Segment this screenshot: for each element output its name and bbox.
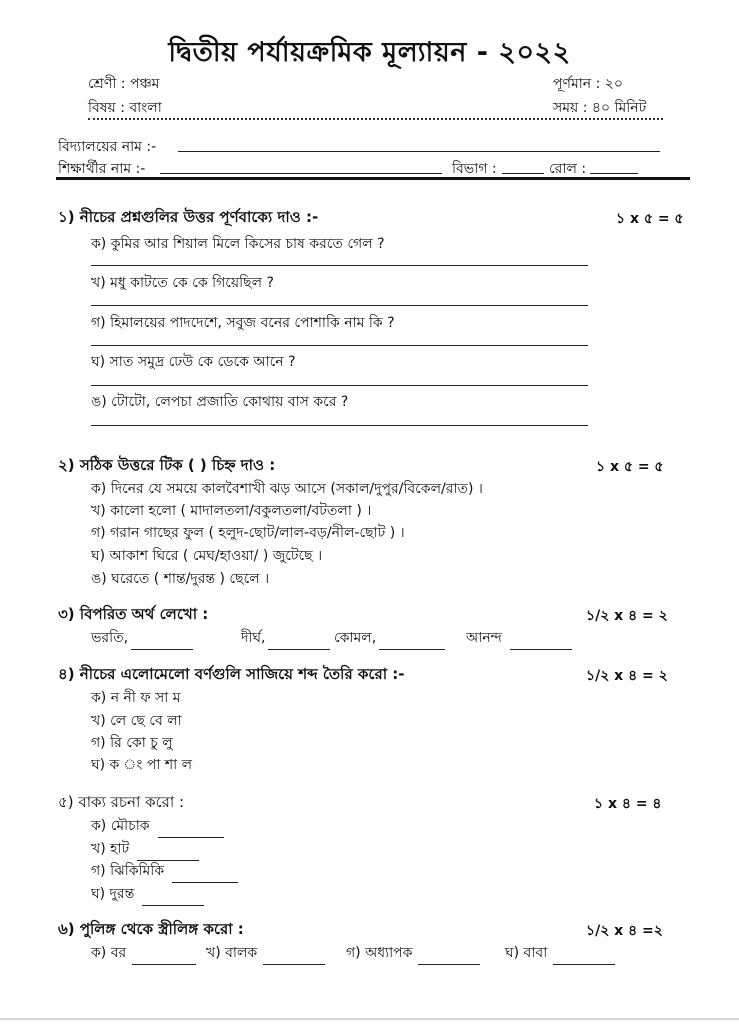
q6-item-text: ক) বর	[91, 945, 127, 961]
student-name-label: শিক্ষার্থীর নাম :-	[58, 161, 146, 177]
q5-item	[91, 859, 238, 883]
q1-answer-line[interactable]	[91, 345, 588, 346]
q1-item: ঙ) টোটো, লেপচা প্রজাতি কোথায় বাস করে ?	[91, 394, 349, 410]
question-2-title: ২) সঠিক উত্তরে টিক ( ) চিহ্ন দাও :	[58, 456, 276, 474]
q5-answer-blank[interactable]	[142, 891, 204, 906]
q5-item-text: ঘ) দুরন্ত	[91, 886, 135, 902]
question-6-title: ৬) পুলিঙ্গ থেকে স্ত্রীলিঙ্গ করো :	[58, 920, 244, 938]
student-name-field[interactable]	[160, 173, 442, 174]
q3-answer-blank[interactable]	[379, 635, 445, 650]
q6-answer-blank[interactable]	[418, 950, 480, 965]
q1-answer-line[interactable]	[91, 425, 588, 426]
q6-item	[346, 941, 480, 965]
dotted-divider	[88, 118, 663, 120]
q4-item: ক) ন নী ফ সা ম	[91, 690, 181, 706]
q3-word-text: দীর্ঘ,	[241, 630, 266, 646]
question-5-title: ৫) বাক্য রচনা করো :	[58, 793, 185, 811]
q3-answer-blank[interactable]	[268, 635, 330, 650]
q1-item: খ) মধু কাটতে কে কে গিয়েছিল ?	[91, 275, 274, 291]
q5-answer-blank[interactable]	[158, 823, 224, 838]
q6-item-text: খ) বালক	[206, 945, 258, 961]
subject-label: বিষয় : বাংলা	[88, 100, 162, 116]
question-4-title: ৪) নীচের এলোমেলো বর্ণগুলি সাজিয়ে শব্দ তৈরি করো :-	[58, 665, 405, 683]
q3-word	[241, 626, 330, 650]
q6-item-text: গ) অধ্যাপক	[346, 945, 413, 961]
q6-answer-blank[interactable]	[263, 950, 325, 965]
q4-item: খ) লে ছে বে লা	[91, 713, 182, 729]
q6-item-text: ঘ) বাবা	[505, 945, 548, 961]
section-field[interactable]	[502, 173, 544, 174]
question-4-marks: ১/২ x ৪ = ২	[586, 668, 668, 684]
q6-answer-blank[interactable]	[132, 950, 196, 965]
q5-item-text: ক) মৌচাক	[91, 818, 150, 834]
q3-answer-blank[interactable]	[510, 635, 572, 650]
q5-item	[91, 882, 204, 906]
roll-label: রোল :	[549, 161, 587, 177]
q2-item: খ) কালো হলো ( মাদালতলা/বকুলতলা/বটতলা ) ।	[91, 503, 372, 519]
header-rule	[56, 177, 690, 180]
q1-answer-line[interactable]	[91, 305, 588, 306]
question-1-title: ১) নীচের প্রশ্নগুলির উত্তর পূর্ণবাক্যে দাও :-	[58, 208, 319, 226]
class-label: শ্রেণী : পঞ্চম	[88, 76, 160, 92]
section-label: বিভাগ :	[452, 161, 497, 177]
q4-item: গ) রি কো চু লু	[91, 735, 173, 751]
roll-field[interactable]	[590, 173, 638, 174]
q2-item: গ) গরান গাছের ফুল ( হলুদ-ছোট/লাল-বড়/নীল-ছোট ) ।	[91, 525, 405, 541]
q3-word	[334, 626, 445, 650]
q5-item	[91, 814, 224, 838]
q1-item: ক) কুমির আর শিয়াল মিলে কিসের চাষ করতে গেল ?	[91, 236, 385, 252]
q3-word	[466, 626, 572, 650]
q6-item	[206, 941, 325, 965]
question-6-marks: ১/২ x ৪ =২	[586, 923, 663, 939]
question-2-marks: ১ x ৫ = ৫	[596, 459, 664, 475]
q6-item	[91, 941, 196, 965]
q2-item: ঙ) ঘরেতে ( শান্ত/দুরন্ত ) ছেলে ।	[91, 571, 270, 587]
q6-answer-blank[interactable]	[553, 950, 615, 965]
q1-item: ঘ) সাত সমুদ্র ঢেউ কে ডেকে আনে ?	[91, 354, 296, 370]
q5-item	[91, 837, 199, 861]
q4-item: ঘ) ক ং পা শা ল	[91, 757, 193, 773]
q2-item: ক) দিনের যে সময়ে কালবৈশাখী ঝড় আসে (সকাল/দুপুর/বিকেল/রাত) ।	[91, 481, 483, 497]
q5-item-text: গ) ঝিকিমিকি	[91, 863, 165, 879]
q3-word-text: কোমল,	[334, 630, 377, 646]
q5-answer-blank[interactable]	[172, 868, 238, 883]
school-name-field[interactable]	[178, 151, 660, 152]
q2-item: ঘ) আকাশ ঘিরে ( মেঘ/হাওয়া/ ) জুটেছে ।	[91, 548, 323, 564]
q5-item-text: খ) হাট	[91, 841, 130, 857]
q3-word	[91, 626, 193, 650]
time-label: সময় : ৪০ মিনিট	[553, 100, 647, 116]
q3-word-text: আনন্দ	[466, 630, 502, 646]
q6-item	[505, 941, 615, 965]
page-title: দ্বিতীয় পর্যায়ক্রমিক মূল্যায়ন - ২০২২	[168, 37, 571, 68]
question-3-marks: ১/২ x ৪ = ২	[586, 608, 668, 624]
q1-answer-line[interactable]	[91, 385, 588, 386]
q3-answer-blank[interactable]	[131, 635, 193, 650]
q1-answer-line[interactable]	[91, 265, 588, 266]
full-marks-label: পূর্ণমান : ২০	[553, 76, 623, 92]
page-bottom-edge	[0, 1018, 739, 1020]
question-5-marks: ১ x ৪ = ৪	[594, 796, 662, 812]
school-name-label: বিদ্যালয়ের নাম :-	[58, 139, 157, 155]
q3-word-text: ভরতি,	[91, 630, 129, 646]
q1-item: গ) হিমালয়ের পাদদেশে, সবুজ বনের পোশাকি নাম কি ?	[91, 315, 395, 331]
question-1-marks: ১ x ৫ = ৫	[616, 211, 684, 227]
question-3-title: ৩) বিপরিত অর্থ লেখো :	[58, 605, 209, 623]
